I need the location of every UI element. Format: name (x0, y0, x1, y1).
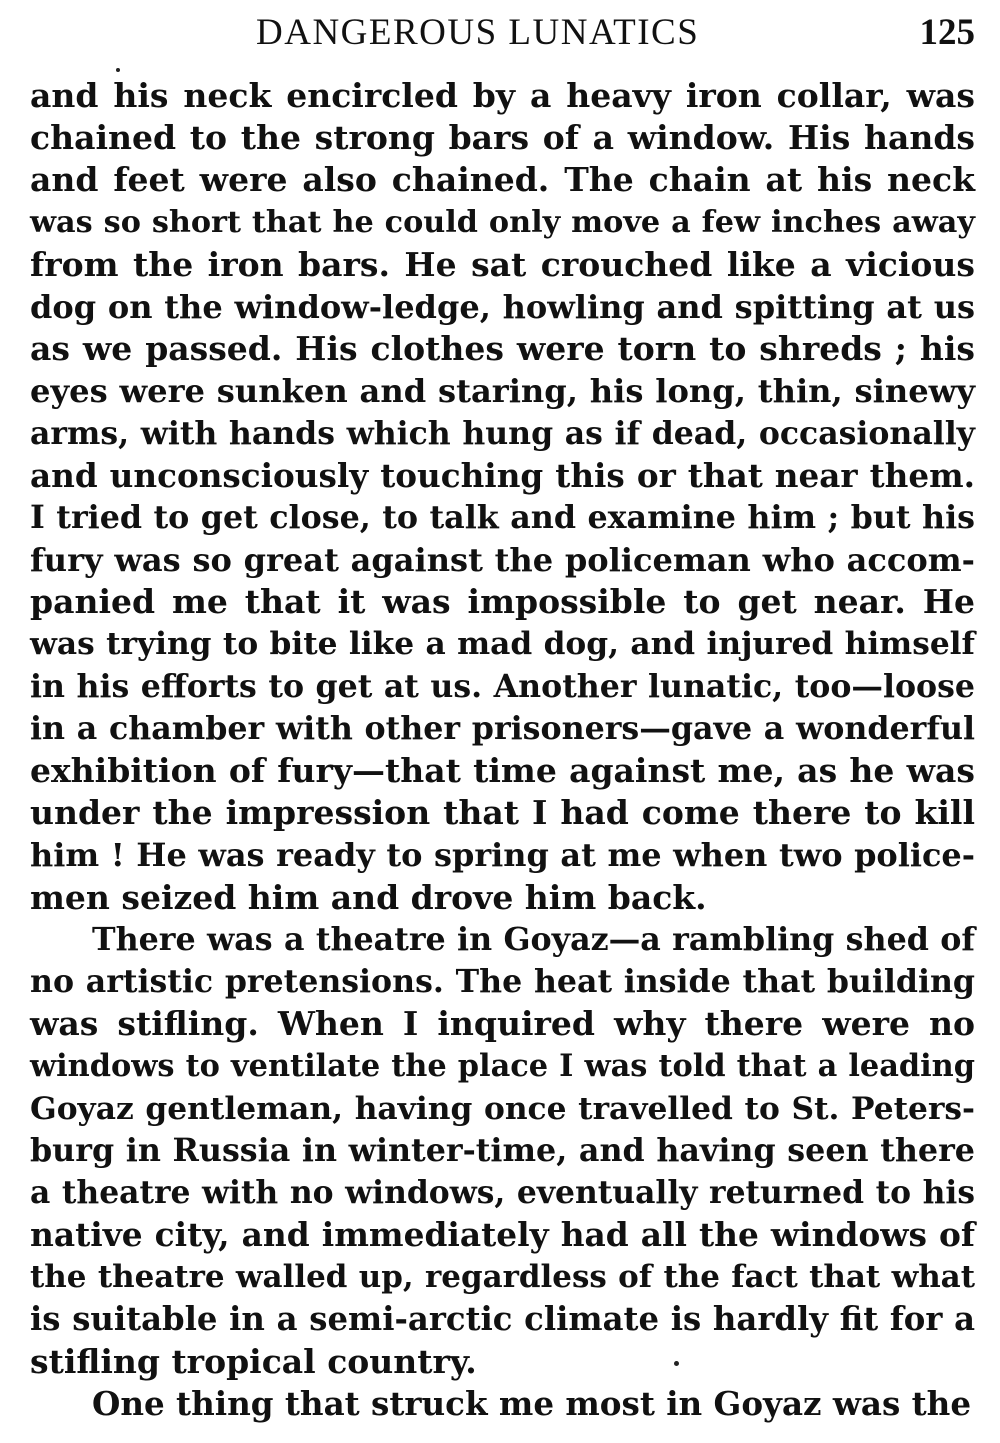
text-line: under the impression that I had come there to kill (30, 793, 975, 833)
text-line: is suitable in a semi-arctic climate is hardly fit for a (30, 1300, 975, 1339)
text-line: fury was so great against the policeman who accom- (30, 541, 975, 580)
text-line: stifling tropical country. (30, 1341, 477, 1381)
running-title: DANGEROUS LUNATICS (256, 12, 700, 53)
text-line: men seized him and drove him back. (30, 877, 707, 917)
text-line: and feet were also chained. The chain at his neck (30, 160, 975, 200)
running-head (30, 8, 975, 58)
text-line: arms, with hands which hung as if dead, occasionally (30, 414, 975, 452)
text-line: chained to the strong bars of a window. His hands (30, 118, 975, 158)
text-line: One thing that struck me most in Goyaz was the (92, 1383, 972, 1423)
text-line: was trying to bite like a mad dog, and injured himself (30, 626, 975, 663)
text-line: from the iron bars. He sat crouched like a vicious (30, 244, 975, 284)
text-line: burg in Russia in winter-time, and having seen there (30, 1131, 975, 1169)
paragraph (30, 919, 975, 1383)
text-line: and his neck encircled by a heavy iron collar, was (30, 76, 975, 115)
ink-speck (116, 68, 120, 72)
text-line: no artistic pretensions. The heat inside that building (30, 962, 975, 1000)
text-line: as we passed. His clothes were torn to shreds ; his (30, 329, 975, 369)
text-line: windows to ventilate the place I was told that a leading (30, 1048, 975, 1085)
text-line: and unconsciously touching this or that near them. (30, 455, 975, 495)
text-line: native city, and immediately had all the windows of (30, 1215, 975, 1255)
text-line: the theatre walled up, regardless of the fact that what (30, 1259, 975, 1296)
text-line: in a chamber with other prisoners—gave a wonderful (30, 709, 975, 747)
paragraph (30, 1383, 975, 1425)
text-line: dog on the window-ledge, howling and spitting at us (30, 287, 975, 326)
text-line: a theatre with no windows, eventually returned to his (30, 1174, 975, 1211)
ink-speck (674, 1361, 679, 1366)
text-line: exhibition of fury—that time against me, as he was (30, 751, 975, 790)
page-number: 125 (919, 12, 975, 53)
text-line: was stifling. When I inquired why there were no (30, 1004, 975, 1044)
text-line: in his efforts to get at us. Another lunatic, too—loose (30, 667, 975, 705)
text-line: There was a theatre in Goyaz—a rambling shed of (92, 920, 975, 958)
text-line: him ! He was ready to spring at me when two police- (30, 836, 975, 875)
text-line: eyes were sunken and staring, his long, thin, sinewy (30, 372, 975, 411)
text-line: panied me that it was impossible to get near. He (30, 582, 975, 622)
text-line: I tried to get close, to talk and examine him ; but his (30, 498, 975, 536)
text-line: Goyaz gentleman, having once travelled to St. Peters- (30, 1090, 975, 1127)
paragraph (30, 75, 975, 919)
body-text (30, 75, 975, 1425)
text-line: was so short that he could only move a few inches away (30, 204, 975, 240)
